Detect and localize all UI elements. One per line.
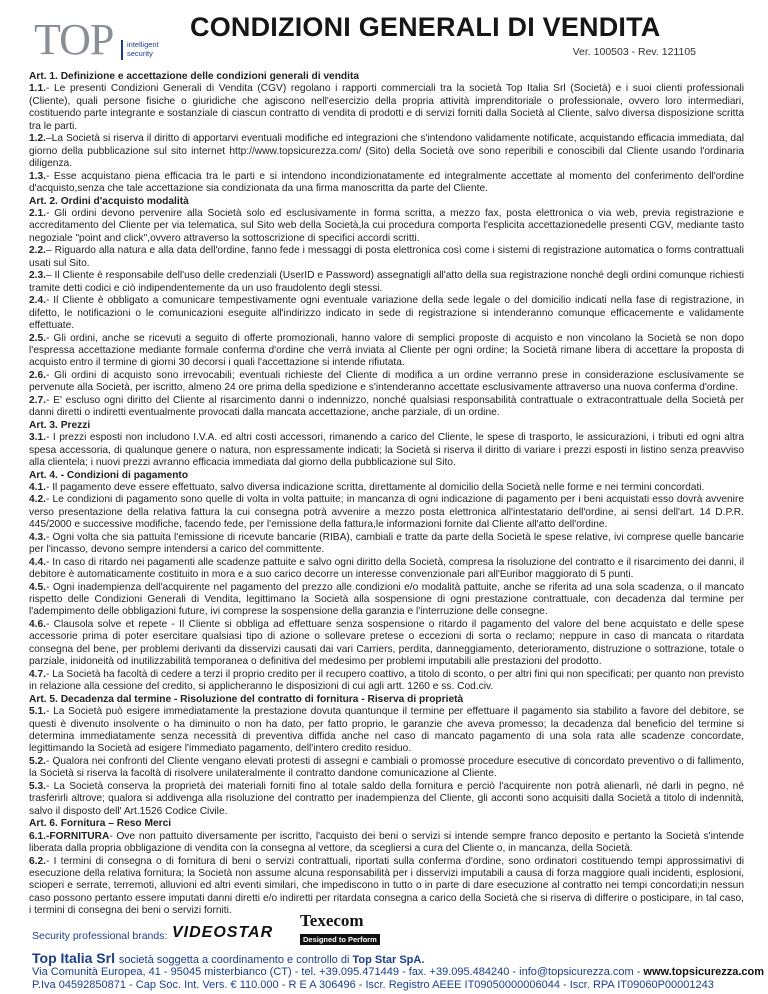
clause-paragraph xyxy=(29,295,744,332)
company-control-text xyxy=(119,954,425,966)
clause-number: 2.2. xyxy=(29,245,46,257)
website-link[interactable]: www.topsicurezza.com xyxy=(643,966,765,978)
address-line xyxy=(32,966,765,979)
clause-text: –La Società si riserva il diritto di apportarvi eventuali modifiche ed integrazioni che s'intendono validamente notificate, acquistando efficacia immediata, dal giorno della pubblicazione sul sito internet http://www.topsicurezza.com/ (Sito) della Società ove sono reperibili e conoscibili dal Cliente usando l'ordinaria diligenza. xyxy=(29,133,744,170)
clause-paragraph xyxy=(29,532,744,557)
clause-text: - E' escluso ogni diritto del Cliente al risarcimento danni o indennizzo, nonché qualsiasi responsabilità contrattuale o extracontrattuale della Società per danni diretti o indiretti eventualmente provocati dalla mancata accettazione, anche parziale, di un ordine. xyxy=(29,394,744,419)
logo-tagline xyxy=(121,40,163,60)
clause-number: 6.2. xyxy=(29,855,46,867)
clause-paragraph xyxy=(29,557,744,582)
logo-tagline-line2: security xyxy=(127,49,153,58)
clause-text: - La Società conserva la proprietà dei materiali forniti fino al totale saldo della fornitura e perciò l'acquirente non potrà alienarli, né darli in pegno, né trasferirli altrove; qualora si addivenga alla risoluzione del contratto per inadempienza del Cliente, gli acconti sono acquisiti dalla Società a titolo di indennità, salvo il disposto dell' Art.1526 Codice Civile. xyxy=(29,780,744,817)
article-heading: Art. 6. Fornitura – Reso Merci xyxy=(29,818,172,830)
clause-number: 5.1. xyxy=(29,706,46,718)
clause-text: – Riguardo alla natura e alla data dell'ordine, fanno fede i messaggi di posta elettronica così come i sistemi di registrazione automatica o forms contrattuali usati sul Sito. xyxy=(29,245,744,269)
top-logo xyxy=(34,15,174,66)
clause-number: 1.1. xyxy=(29,83,46,95)
brands-footer xyxy=(32,906,732,948)
article-heading: Art. 4. - Condizioni di pagamento xyxy=(29,469,189,481)
texecom-name: Texecom xyxy=(300,911,364,930)
clause-number: 4.2. xyxy=(29,494,46,506)
article-heading: Art. 1. Definizione e accettazione delle condizioni generali di vendita xyxy=(29,71,360,82)
clause-paragraph xyxy=(29,781,744,818)
clause-paragraph xyxy=(29,395,744,420)
clause-number: 4.7. xyxy=(29,668,46,680)
clause-text: - I prezzi esposti non includono I.V.A. ed altri costi accessori, rimanendo a carico del Cliente, le spese di trasporto, le assicurazioni, i tributi ed ogni altra spesa accessoria, di qualunque genere o natura, non espressamente indicati; la Società si riserva il diritto di variare i prezzi esposti in listino senza preavviso alla clientela; i nuovi prezzi avranno efficacia immediata dal giorno della pubblicazione sul Sito. xyxy=(29,432,744,469)
clause-number: 2.1. xyxy=(29,207,46,219)
clause-text: - Clausola solve et repete - Il Cliente si obbliga ad effettuare senza sospensione o ritardo il pagamento del valore del bene acquistato e delle spese accessorie prima di poter esercitare qualsiasi tipo di azione o sollevare pretese o eccezioni di sorta o reclamo; neppure in caso di mancata o ritardata consegna del bene, per problemi derivanti da disservizi causati dai vari Carriers, perdita, danneggiamento, deterioramento, distruzione o sottrazione, totale o parziale, inidoneità od inutilizzabilità temporanea o definitiva del medesimo per problemi imputabili alle prestazioni del prodotto. xyxy=(29,618,744,668)
company-name: Top Italia Srl xyxy=(32,950,115,966)
clause-number: 5.2. xyxy=(29,755,46,767)
clause-number: 2.7. xyxy=(29,394,46,406)
clause-paragraph xyxy=(29,582,744,619)
article-heading: Art. 5. Decadenza dal termine - Risoluzione del contratto di fornitura - Riserva di proprietà xyxy=(29,693,464,705)
clause-text: - Gli ordini di acquisto sono irrevocabili; eventuali richieste del Cliente di modifica a un ordine verranno prese in considerazione esclusivamente se pervenute alla Società, per iscritto, almeno 24 ore prima della spedizione e s'intenderanno accettate esclusivamente attraverso una nuova conferma d'ordine. xyxy=(29,369,744,394)
clause-number: 1.2. xyxy=(29,133,46,145)
clause-text: – Il Cliente è responsabile dell'uso delle credenziali (UserID e Password) assegnatigli all'atto della sua registrazione nonché degli ordini comunque richiesti tramite detti codici e ciò indipendentemente da un uso fraudolento degli stessi. xyxy=(29,270,744,294)
clause-number: 1.3. xyxy=(29,170,46,182)
clause-paragraph xyxy=(29,831,744,856)
page-title: CONDIZIONI GENERALI DI VENDITA xyxy=(190,12,661,42)
company-footer xyxy=(32,950,765,992)
clause-paragraph xyxy=(29,208,744,245)
clause-paragraph xyxy=(29,333,744,370)
clause-paragraph xyxy=(29,619,744,669)
clause-paragraph xyxy=(29,171,744,196)
clause-number: 3.1. xyxy=(29,432,46,444)
company-line xyxy=(32,950,752,966)
clause-text: - I termini di consegna o di fornitura di beni o servizi contrattuali, riportati sulla conferma d'ordine, sono ordinatori costituendo tempi approssimativi di esecuzione della relativa fornitura; la Società non assume alcuna responsabilità per i disservizi imputabili a causa di forza maggiore quali incidenti, esplosioni, scioperi e serrate, terremoti, alluvioni ed altri eventi similari, che impediscono in tutto o in parte di dare esecuzione al contratto nei tempi concordati;in nessun caso possono pertanto essere imputati danni diretti e/o indiretti per ritardata consegna a carico della Società che si riserva di differire o posticipare, in tal caso, i termini di consegna dei beni o servizi forniti. xyxy=(29,855,744,917)
videostar-logo: VIDEOSTAR xyxy=(172,924,274,941)
clause-text: - Qualora nei confronti del Cliente vengano elevati protesti di assegni e cambiali o promosse procedure esecutive di concordato preventivo o di fallimento, la Società si riserva la facoltà di risolvere unilateralmente il contratto dandone comunicazione al Cliente. xyxy=(29,755,744,780)
clause-paragraph xyxy=(29,669,744,694)
logo-tagline-line1: intelligent xyxy=(127,40,159,49)
clause-text: - Le presenti Condizioni Generali di Vendita (CGV) regolano i rapporti commerciali tra la società Top Italia Srl (Società) e i suoi clienti professionali (Cliente), quali persone fisiche o giuridiche che agiscono nell'esercizio della propria attività imprenditoriale o professionale, ovvero loro intermediari, costituendo parte integrante e sostanziale di ciascun contratto di vendita di prodotti e di servizi forniti dalla Società al Cliente, salvo diversa disposizione scritta tra le parti. xyxy=(29,83,744,132)
clause-number: 2.4. xyxy=(29,295,46,307)
clause-paragraph xyxy=(29,494,744,531)
clause-paragraph xyxy=(29,133,744,170)
clause-text: - Il pagamento deve essere effettuato, salvo diversa indicazione scritta, direttamente al domicilio della Società nelle forme e nei termini concordati. xyxy=(46,481,705,493)
clause-number: 4.6. xyxy=(29,618,46,630)
clause-text: - Gli ordini devono pervenire alla Società solo ed esclusivamente in forma scritta, a mezzo fax, posta elettronica o via web, previa registrazione e accreditamento del Cliente per via telematica, sul Sito web della Società,la cui procedura comporta l'esplicita accettazionedelle presenti CGV, mediante tasto negoziale "point and click",ovvero attraverso la sottoscrizione di specifici accordi scritti. xyxy=(29,207,744,244)
clause-number: 6.1.-FORNITURA xyxy=(29,830,110,842)
clause-text: - Ogni volta che sia pattuita l'emissione di ricevute bancarie (RIBA), cambiali e tratte da parte della Società le spese relative, ivi comprese quelle bancarie per l'incasso, devono sempre intendersi a carico del committente. xyxy=(29,531,744,556)
clause-number: 2.3. xyxy=(29,270,46,282)
clause-number: 4.5. xyxy=(29,581,46,593)
clause-number: 2.5. xyxy=(29,332,46,344)
clause-text: - Gli ordini, anche se ricevuti a seguito di offerte promozionali, hanno valore di semplici proposte di acquisto e non vincolano la Società se non dopo l'espressa accettazione mediante formale conferma d'ordine che verrà inviata al Cliente per ogni ordine; la Società rimane libera di accettare la proposta di acquisto entro il termine di giorni 30 decorsi i quali l'accettazione si intende rifiutata. xyxy=(29,332,744,369)
clause-paragraph xyxy=(29,432,744,469)
clause-text: - Ogni inadempienza dell'acquirente nel pagamento del prezzo alle condizioni e/o modalità pattuite, anche se riferita ad una sola scadenza, o il mancato rispetto delle Condizioni Generali di Vendita, legittimano la Società alla sospensione di ogni prestazione contrattuale, con decadenza dal termine per l'adempimento delle obbligazioni future, ivi comprese la sospensione della garanzia e l'interruzione delle consegne. xyxy=(29,581,744,618)
clause-paragraph xyxy=(29,270,744,295)
clause-number: 2.6. xyxy=(29,369,46,381)
registry-line: P.Iva 04592850871 - Cap Soc. Int. Vers. € 110.000 - R E A 306496 - Iscr. Registro AEEE IT09050000006044 - Iscr. RPA IT09060P00001243 xyxy=(32,979,714,991)
clause-paragraph xyxy=(29,370,744,395)
clause-text: - Le condizioni di pagamento sono quelle di volta in volta pattuite; in mancanza di ogni indicazione di pagamento per i beni acquistati esso dovrà avvenire verso presentazione della relativa fattura la cui consegna potrà avvenire a mezzo posta elettronica all'intestatario dell'ordine, ai sensi dell'art. 14 D.P.R. 445/2000 e successive modifiche, facendo fede, per l'emissione della fattura,le informazioni fornite dal Cliente all'atto dell'ordine. xyxy=(29,494,744,531)
clause-number: 4.3. xyxy=(29,531,46,543)
parent-company: Top Star SpA. xyxy=(352,954,425,966)
article-heading: Art. 2. Ordini d'acquisto modalità xyxy=(29,195,189,207)
clause-text: - La Società ha facoltà di cedere a terzi il proprio credito per il recupero coattivo, a titolo di sconto, o per altri fini qui non specificati; per quanto non previsto in relazione alla cessione del credito, si applicheranno le disposizioni di cui agli artt. 1260 e ss. Cod.civ. xyxy=(29,668,744,693)
clause-number: 5.3. xyxy=(29,780,46,792)
clause-text: - In caso di ritardo nei pagamenti alle scadenze pattuite e salvo ogni diritto della Società, compresa la risoluzione del contratto e il risarcimento dei danni, il debitore è automaticamente costituito in mora e a suo carico decorre un interesse convenzionale pari all'Euribor maggiorato di 5 punti. xyxy=(29,556,744,581)
clause-paragraph xyxy=(29,756,744,781)
article-heading: Art. 3. Prezzi xyxy=(29,419,91,431)
logo-wordmark: TOP xyxy=(34,15,114,64)
clause-paragraph xyxy=(29,706,744,756)
clause-text: - Esse acquistano piena efficacia tra le parti e si intendono incondizionatamente ed integralmente accettate al momento del conferimento dell'ordine d'acquisto,senza che tale accettazione sia condizionata da una firma manoscritta da parte del Cliente. xyxy=(29,170,744,195)
clause-paragraph xyxy=(29,482,744,494)
address-text: Via Comunità Europea, 41 - 95045 misterbianco (CT) - tel. +39.095.471449 - fax. +39.095.484240 - info@topsicurezza.com - xyxy=(32,966,644,978)
terms-body xyxy=(29,71,744,917)
clause-text: - Il Cliente è obbligato a comunicare tempestivamente ogni eventuale variazione della sede legale o del domicilio indicati nella fase di registrazione, in difetto, le notificazioni o le comunicazioni eseguite all'indirizzo indicato in sede di registrazione si intenderanno comunque efficacemente e validamente effettuate. xyxy=(29,295,744,332)
version-label: Ver. 100503 - Rev. 121105 xyxy=(572,46,696,58)
texecom-tagline: Designed to Perform xyxy=(300,934,380,945)
clause-number: 4.4. xyxy=(29,556,46,568)
clause-paragraph xyxy=(29,83,744,133)
page-header xyxy=(0,0,768,68)
texecom-logo xyxy=(300,912,376,946)
clause-paragraph xyxy=(29,245,744,270)
clause-text: - La Società può esigere immediatamente la prestazione dovuta quantunque il termine per effettuare il pagamento sia stabilito a favore del debitore, se questi è divenuto insolvente o ha diminuito o non ha dato, per fatto proprio, le garanzie che aveva promesso; la decadenza dal beneficio del termine si determina immediatamente senza necessità di preventiva diffida anche nel caso di mancato pagamento di una sola rata alle scadenze concordate, legittimando la Società ad esigere l'immediato pagamento, dell'intero credito residuo. xyxy=(29,706,744,755)
company-control-statement: società soggetta a coordinamento e controllo di xyxy=(118,954,353,966)
clause-text: - Ove non pattuito diversamente per iscritto, l'acquisto dei beni o servizi si intende sempre franco deposito e pertanto la Società s'intende liberata dalla propria obbligazione di vendita con la consegna al vettore, da scegliersi a cura del Cliente o, in mancanza, della Società. xyxy=(29,830,744,855)
brands-label: Security professional brands: xyxy=(32,930,168,942)
clause-number: 4.1. xyxy=(29,481,46,493)
